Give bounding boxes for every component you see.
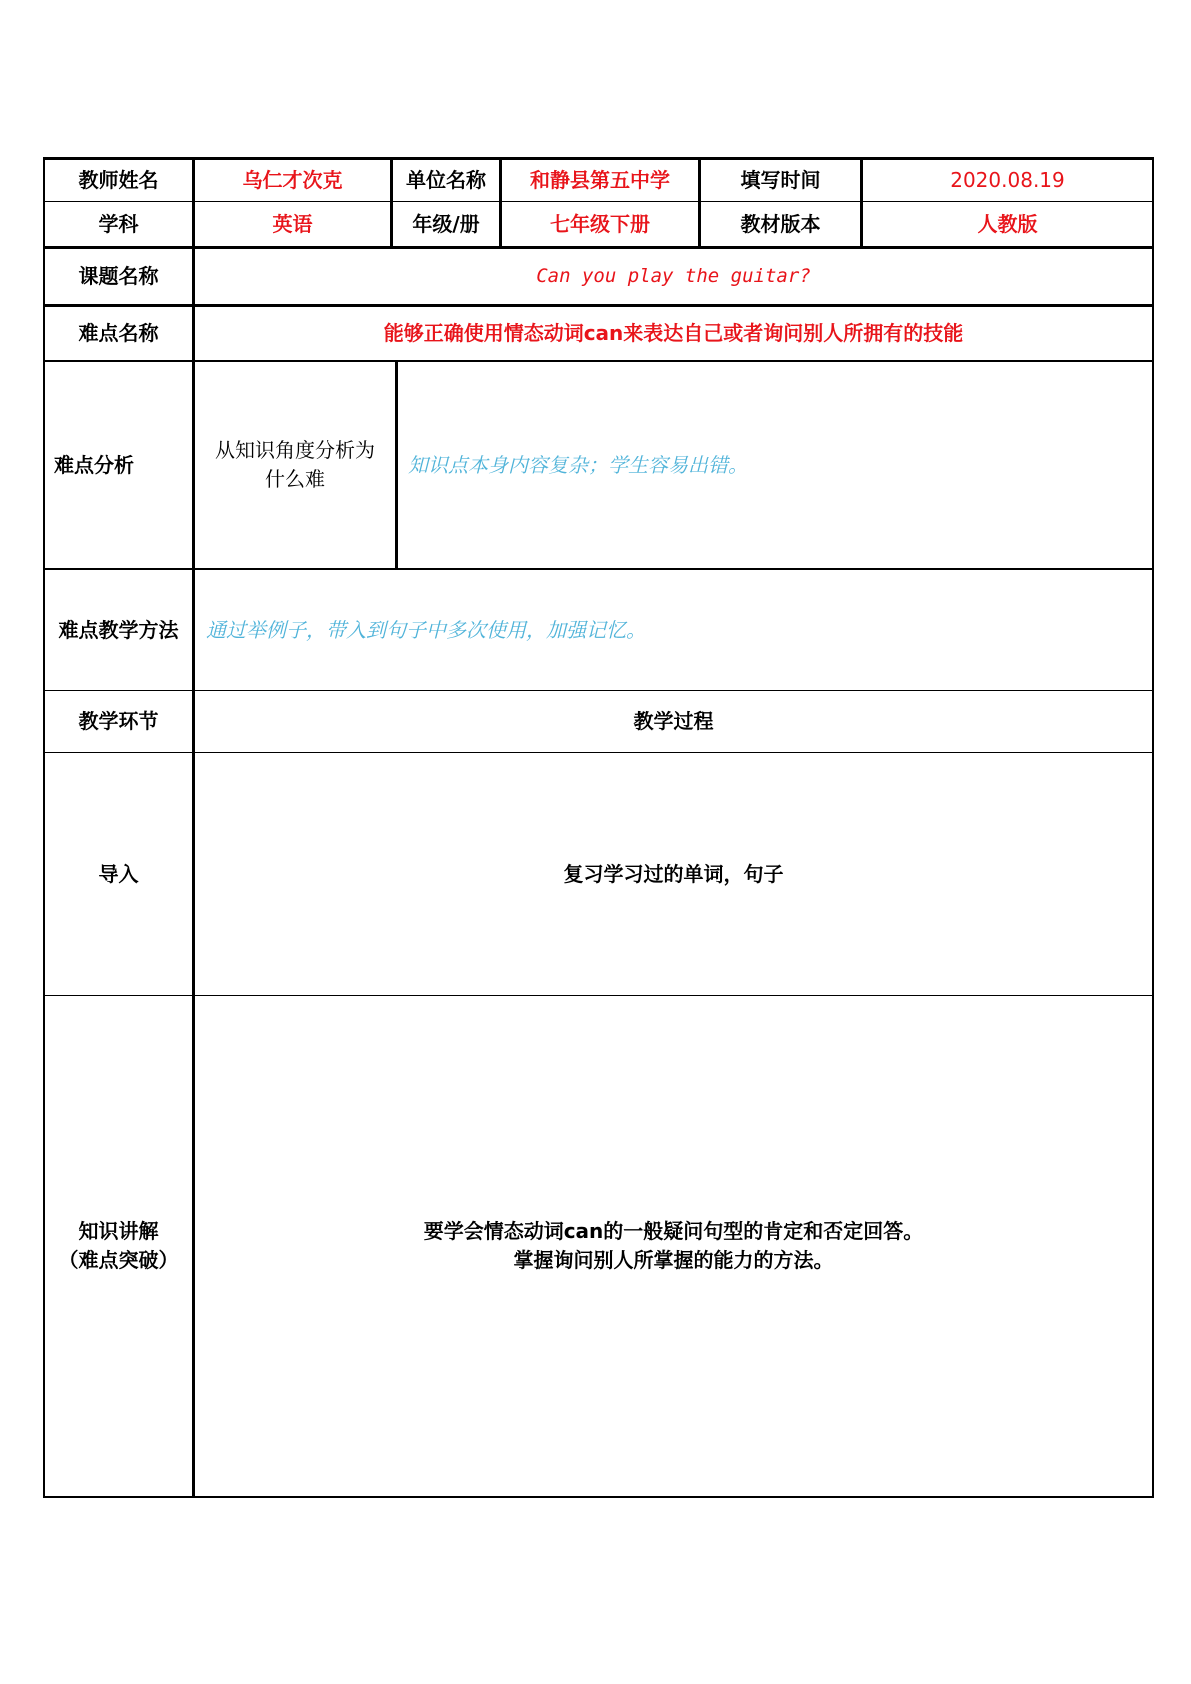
difficulty-label: 难点名称 <box>78 321 159 345</box>
method-label: 难点教学方法 <box>58 617 179 642</box>
subject-value: 英语 <box>272 211 313 236</box>
knowledge-value-line1: 要学会情态动词can的一般疑问句型的肯定和否定回答。 <box>423 1219 924 1243</box>
edition-label: 教材版本 <box>740 211 821 236</box>
knowledge-label-line1: 知识讲解 <box>78 1219 159 1243</box>
topic-value: Can you play the guitar? <box>536 264 811 287</box>
analysis-value: 知识点本身内容复杂；学生容易出错。 <box>408 452 748 477</box>
topic-label: 课题名称 <box>78 264 159 288</box>
grid-line <box>43 1496 1154 1498</box>
analysis-label: 难点分析 <box>54 452 134 477</box>
knowledge-value-line2: 掌握询问别人所掌握的能力的方法。 <box>513 1248 834 1272</box>
analysis-sub-label: 从知识角度分析为什么难 <box>215 438 375 491</box>
difficulty-value: 能够正确使用情态动词can来表达自己或者询问别人所拥有的技能 <box>383 321 964 345</box>
fill-date-label: 填写时间 <box>740 168 821 192</box>
stage-label: 教学环节 <box>78 709 159 733</box>
intro-label: 导入 <box>98 861 139 886</box>
edition-value: 人教版 <box>977 211 1038 236</box>
grid-line <box>1152 157 1154 1498</box>
subject-label: 学科 <box>98 211 139 236</box>
unit-name-value: 和静县第五中学 <box>530 168 670 192</box>
knowledge-label <box>45 996 192 1496</box>
unit-name-label: 单位名称 <box>406 168 486 192</box>
knowledge-label-line2: （难点突破） <box>58 1248 179 1272</box>
process-label: 教学过程 <box>633 709 714 733</box>
grade-value: 七年级下册 <box>550 211 650 236</box>
grade-label: 年级/册 <box>412 211 480 236</box>
method-value: 通过举例子，带入到句子中多次使用，加强记忆。 <box>206 617 646 642</box>
intro-value: 复习学习过的单词，句子 <box>563 861 784 886</box>
grid-line <box>395 361 398 569</box>
fill-date-value: 2020.08.19 <box>950 168 1065 192</box>
knowledge-value <box>195 996 1152 1496</box>
teacher-name-label: 教师姓名 <box>78 168 159 192</box>
teacher-name-value: 乌仁才次克 <box>242 168 343 192</box>
